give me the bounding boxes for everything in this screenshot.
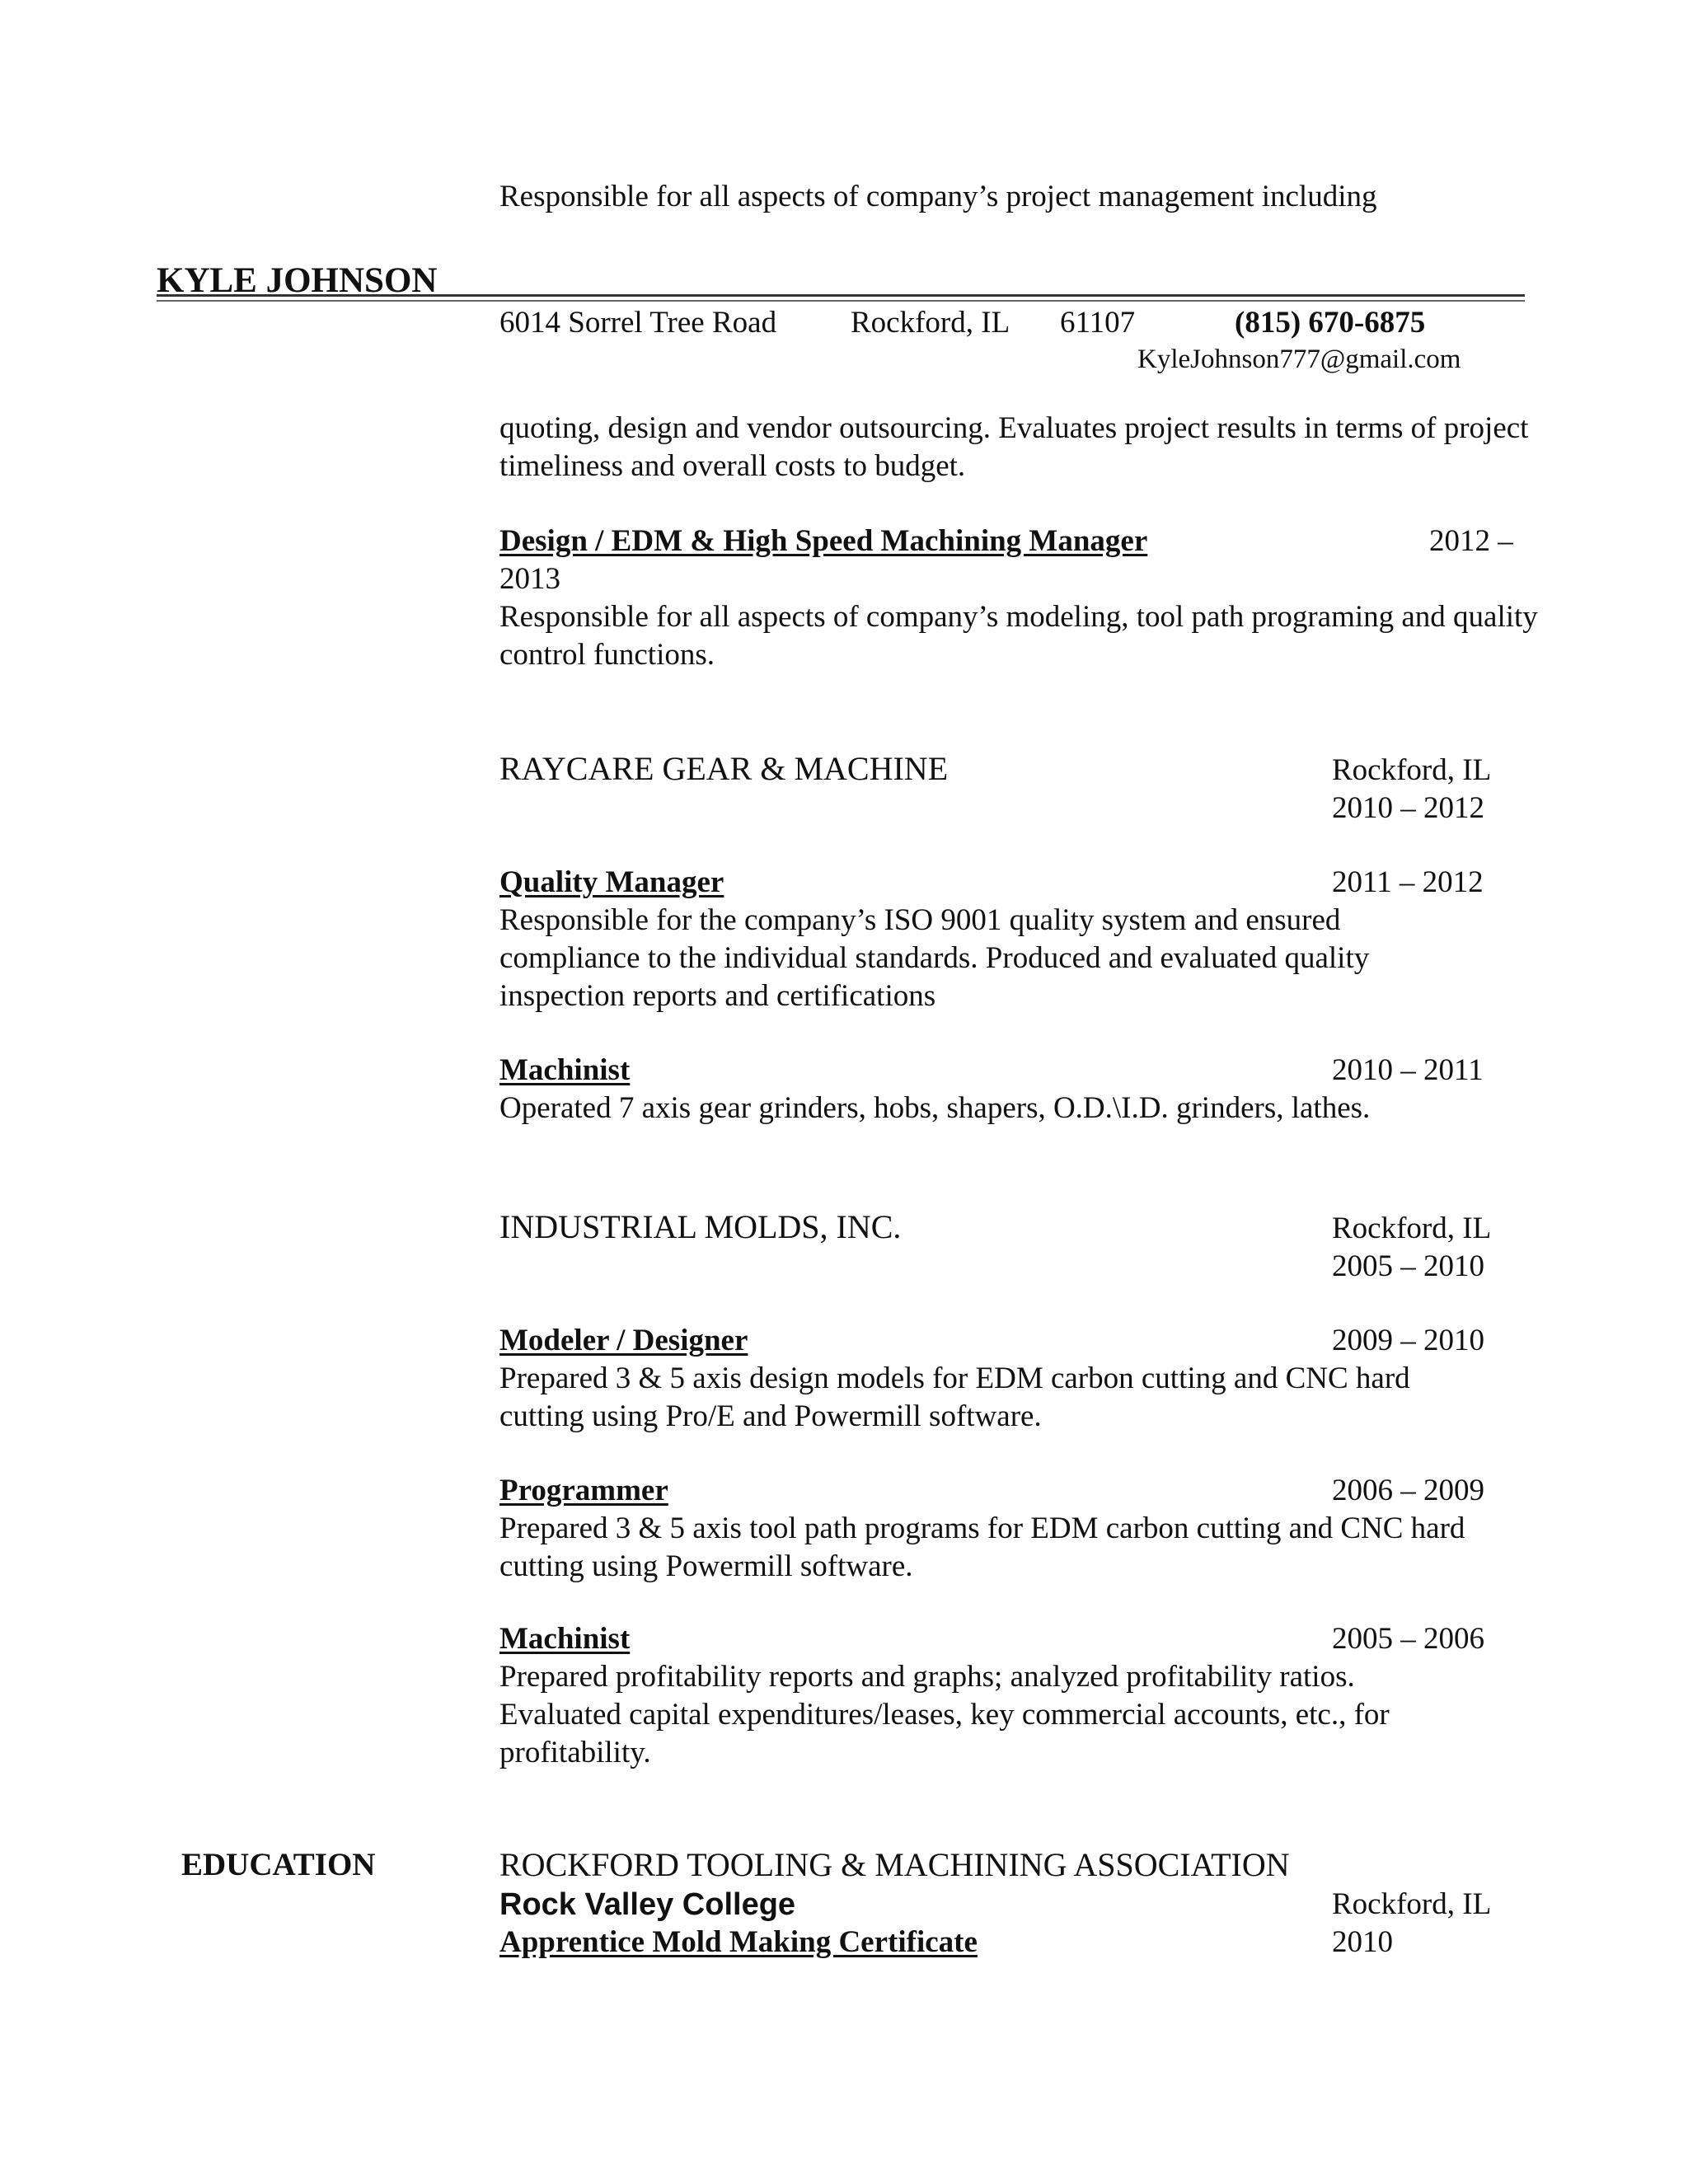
- company-name-raycare: RAYCARE GEAR & MACHINE: [499, 750, 949, 787]
- company-location-raycare: Rockford, IL: [1332, 753, 1492, 787]
- job-title-machinist-industrial: Machinist: [499, 1622, 631, 1656]
- job-title-programmer: Programmer: [499, 1474, 668, 1507]
- address-street: 6014 Sorrel Tree Road: [499, 306, 777, 340]
- education-certificate: Apprentice Mold Making Certificate: [499, 1925, 978, 1959]
- address-city: Rockford, IL: [851, 306, 1010, 340]
- job-title-machinist-raycare: Machinist: [499, 1053, 631, 1087]
- job-desc-programmer: Prepared 3 & 5 axis tool path programs for EDM carbon cutting and CNC hard cutting using Powermill software.: [499, 1511, 1465, 1583]
- phone-number: (815) 670-6875: [1235, 306, 1426, 340]
- job-dates-quality-manager: 2011 – 2012: [1332, 865, 1484, 899]
- education-school: Rock Valley College: [499, 1887, 796, 1922]
- job-dates-programmer: 2006 – 2009: [1332, 1474, 1484, 1507]
- job-desc-quality-manager: Responsible for the company’s ISO 9001 quality system and ensured compliance to the individual standards. Produced and evaluated quality inspection reports and certifications: [499, 903, 1370, 1013]
- education-year: 2010: [1332, 1925, 1393, 1959]
- job-title-modeler-designer: Modeler / Designer: [499, 1324, 748, 1357]
- email-address: KyleJohnson777@gmail.com: [1137, 344, 1461, 374]
- job-dates-modeler-designer: 2009 – 2010: [1332, 1324, 1484, 1357]
- job-title-design-edm: Design / EDM & High Speed Machining Manager: [499, 524, 1148, 558]
- company-name-industrial-molds: INDUSTRIAL MOLDS, INC.: [499, 1208, 902, 1245]
- job-title-quality-manager: Quality Manager: [499, 865, 724, 899]
- company-dates-industrial-molds: 2005 – 2010: [1332, 1249, 1484, 1283]
- header-rule-lower: [157, 300, 1525, 302]
- top-line: Responsible for all aspects of company’s project management including: [499, 180, 1377, 213]
- job-dates-design-edm-start: 2012 –: [1429, 524, 1513, 558]
- education-organization: ROCKFORD TOOLING & MACHINING ASSOCIATION: [499, 1846, 1290, 1883]
- candidate-name: KYLE JOHNSON: [157, 261, 438, 300]
- job-desc-modeler-designer: Prepared 3 & 5 axis design models for EDM carbon cutting and CNC hard cutting using Pro/E and Powermill software.: [499, 1361, 1410, 1433]
- job-desc-machinist-industrial: Prepared profitability reports and graphs; analyzed profitability ratios. Evaluated capital expenditures/leases, key commercial accounts, etc., for profitability.: [499, 1660, 1390, 1769]
- company-location-industrial-molds: Rockford, IL: [1332, 1212, 1492, 1245]
- education-heading: EDUCATION: [181, 1847, 376, 1882]
- job-desc-machinist-raycare: Operated 7 axis gear grinders, hobs, shapers, O.D.\I.D. grinders, lathes.: [499, 1091, 1371, 1125]
- education-location: Rockford, IL: [1332, 1887, 1492, 1921]
- address-zip: 61107: [1060, 306, 1136, 340]
- job-dates-machinist-raycare: 2010 – 2011: [1332, 1053, 1484, 1087]
- continuation-paragraph: quoting, design and vendor outsourcing. Evaluates project results in terms of project timeliness and overall costs to budget.: [499, 411, 1529, 483]
- job-dates-machinist-industrial: 2005 – 2006: [1332, 1622, 1484, 1656]
- job-desc-design-edm: Responsible for all aspects of company’s modeling, tool path programing and quality control functions.: [499, 600, 1538, 672]
- company-dates-raycare: 2010 – 2012: [1332, 791, 1484, 825]
- job-dates-design-edm-end: 2013: [499, 562, 560, 596]
- header-rule: [157, 294, 1525, 297]
